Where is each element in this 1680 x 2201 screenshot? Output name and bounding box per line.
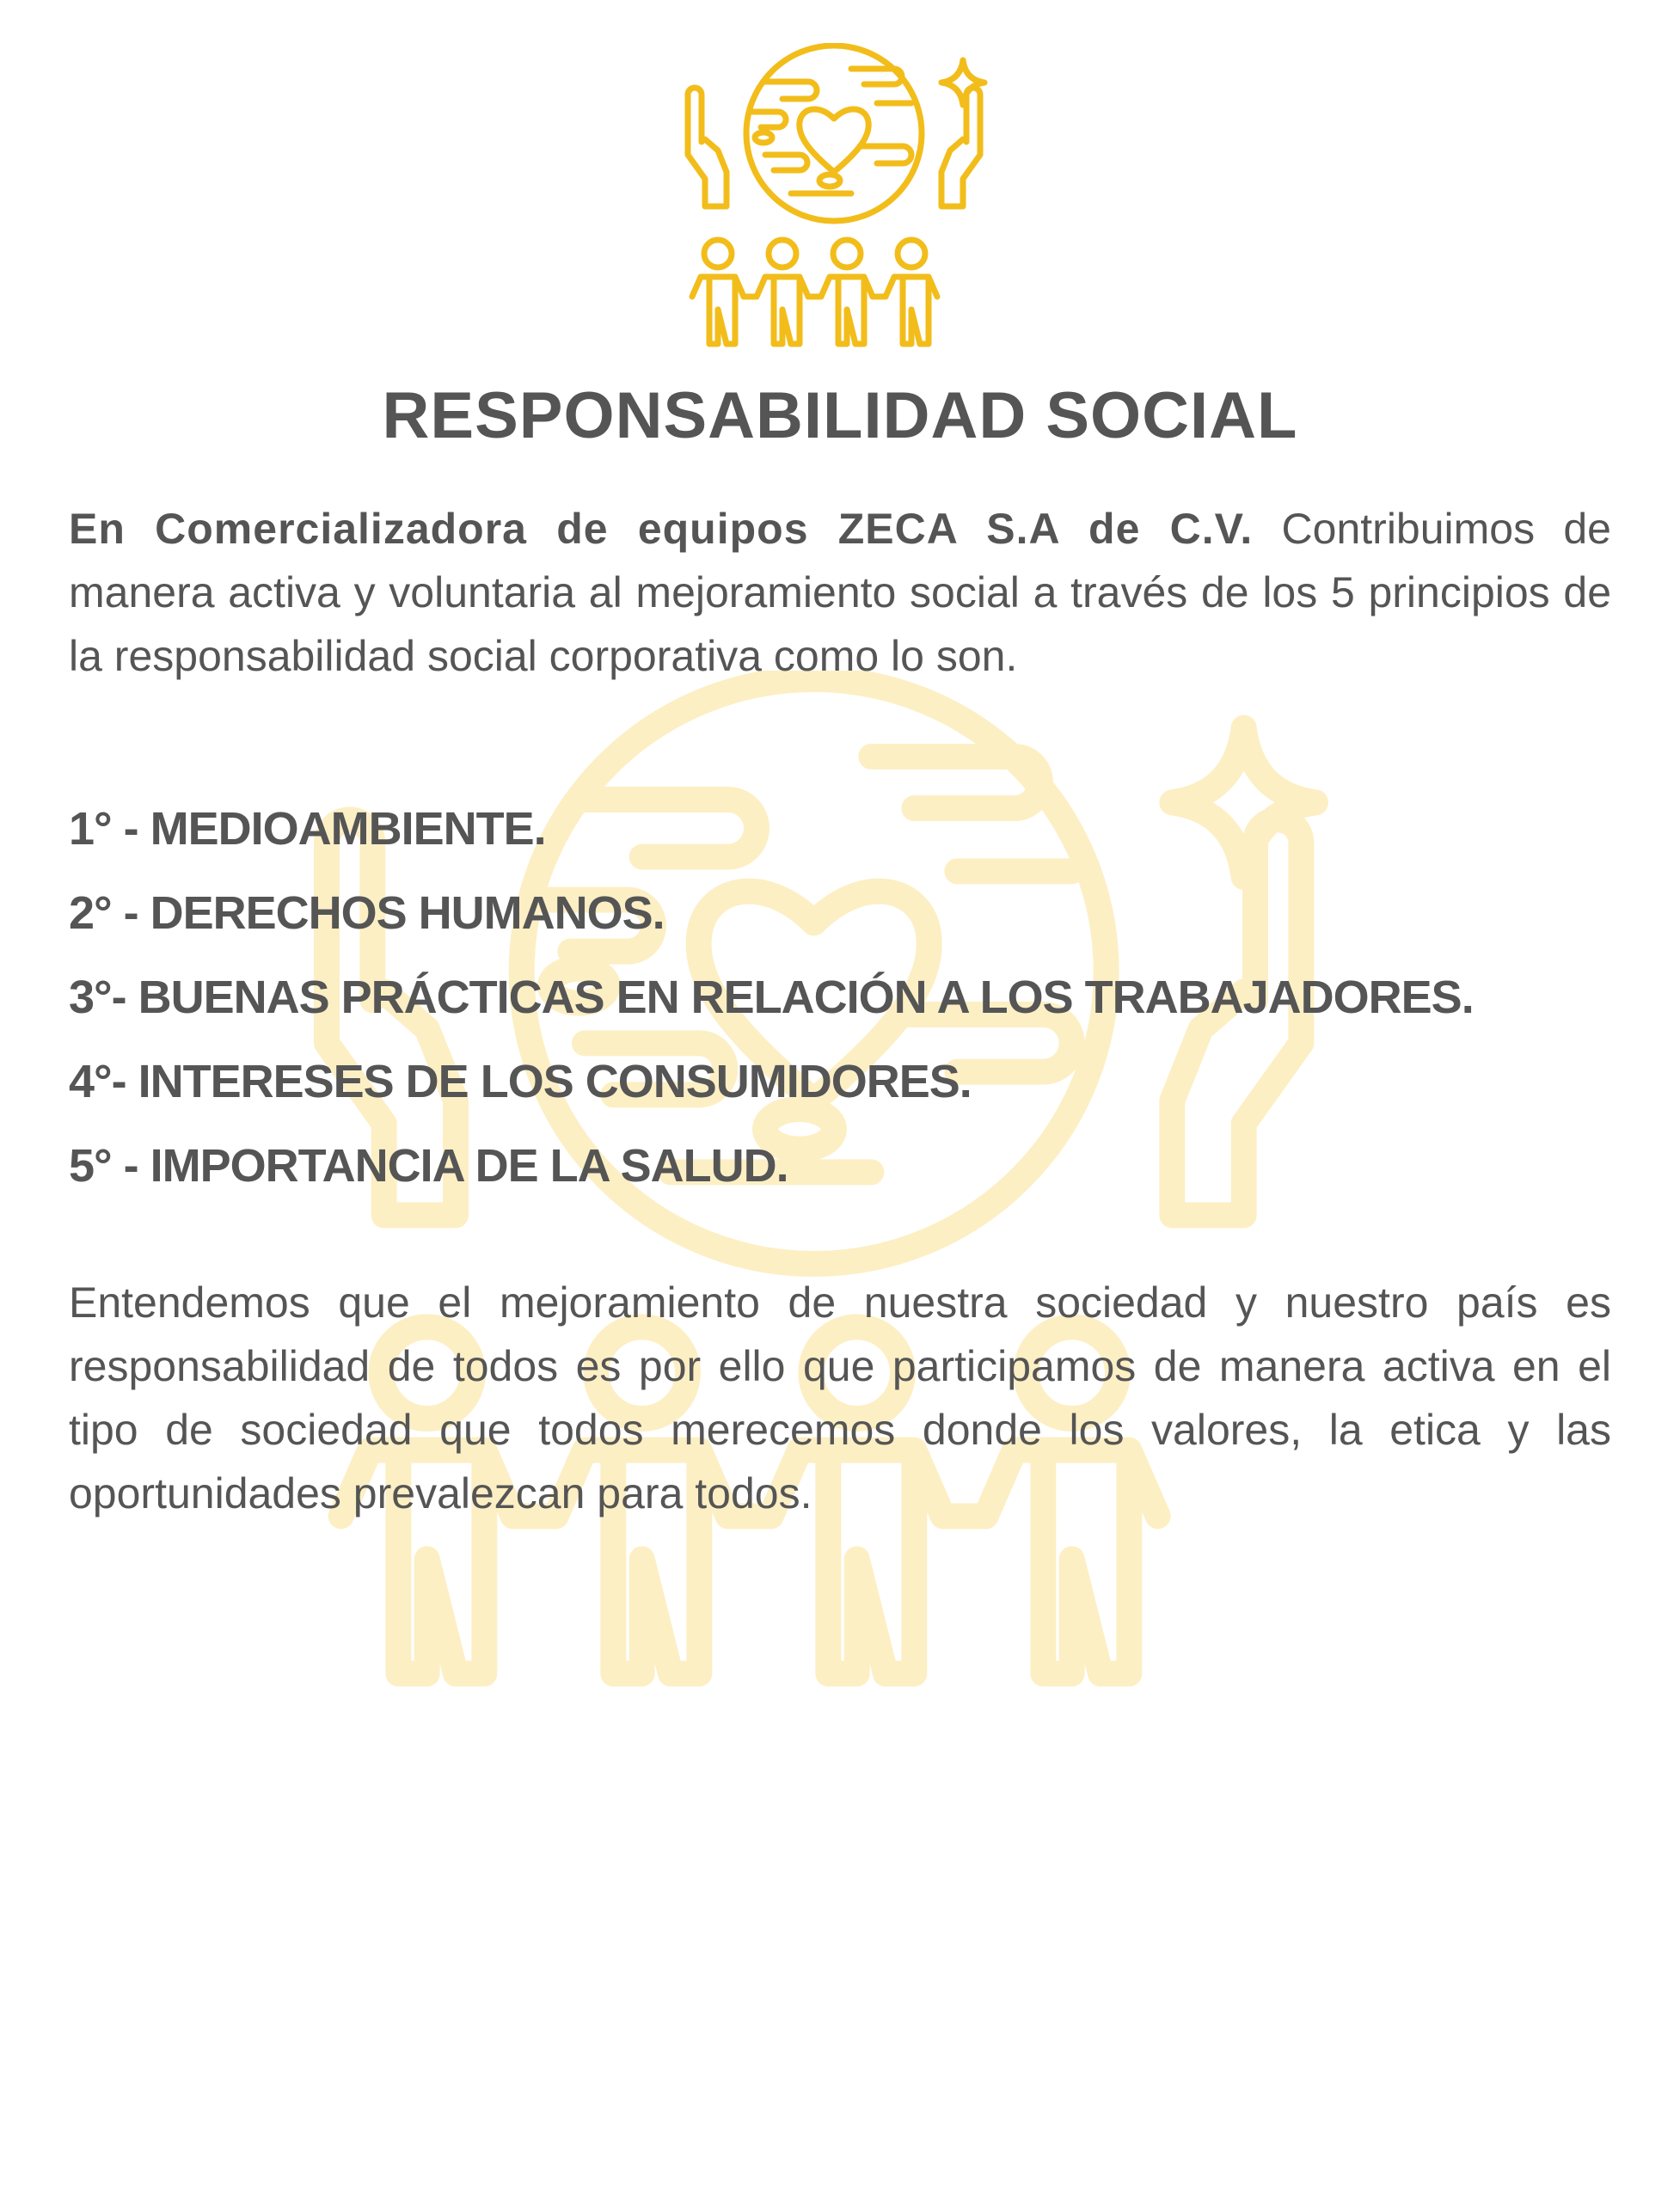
principle-item: 4°- INTERESES DE LOS CONSUMIDORES.	[69, 1056, 972, 1107]
social-responsibility-icon	[679, 43, 1006, 353]
principles-list	[69, 787, 1611, 1208]
principle-item: 5° - IMPORTANCIA DE LA SALUD.	[69, 1140, 788, 1192]
page-title: RESPONSABILIDAD SOCIAL	[382, 379, 1298, 452]
intro-paragraph	[69, 497, 1611, 688]
principle-item: 2° - DERECHOS HUMANOS.	[69, 887, 665, 939]
closing-paragraph: Entendemos que el mejoramiento de nuestra sociedad y nuestro país es responsabilidad de todos es por ello que participamos de manera activa en el tipo de sociedad que todos merecemos donde los valores, la etica y las oportunidades prevalezcan para todos.	[69, 1278, 1611, 1517]
company-name: En Comercializadora de equipos ZECA S.A de C.V.	[69, 505, 1254, 553]
principle-item: 1° - MEDIOAMBIENTE.	[69, 803, 546, 855]
principle-item: 3°- BUENAS PRÁCTICAS EN RELACIÓN A LOS TRABAJADORES.	[69, 972, 1474, 1023]
intro-text: Contribuimos de manera activa y voluntaria al mejoramiento social a través de los 5 principios de la responsabilidad social corporativa como lo son.	[69, 505, 1611, 680]
